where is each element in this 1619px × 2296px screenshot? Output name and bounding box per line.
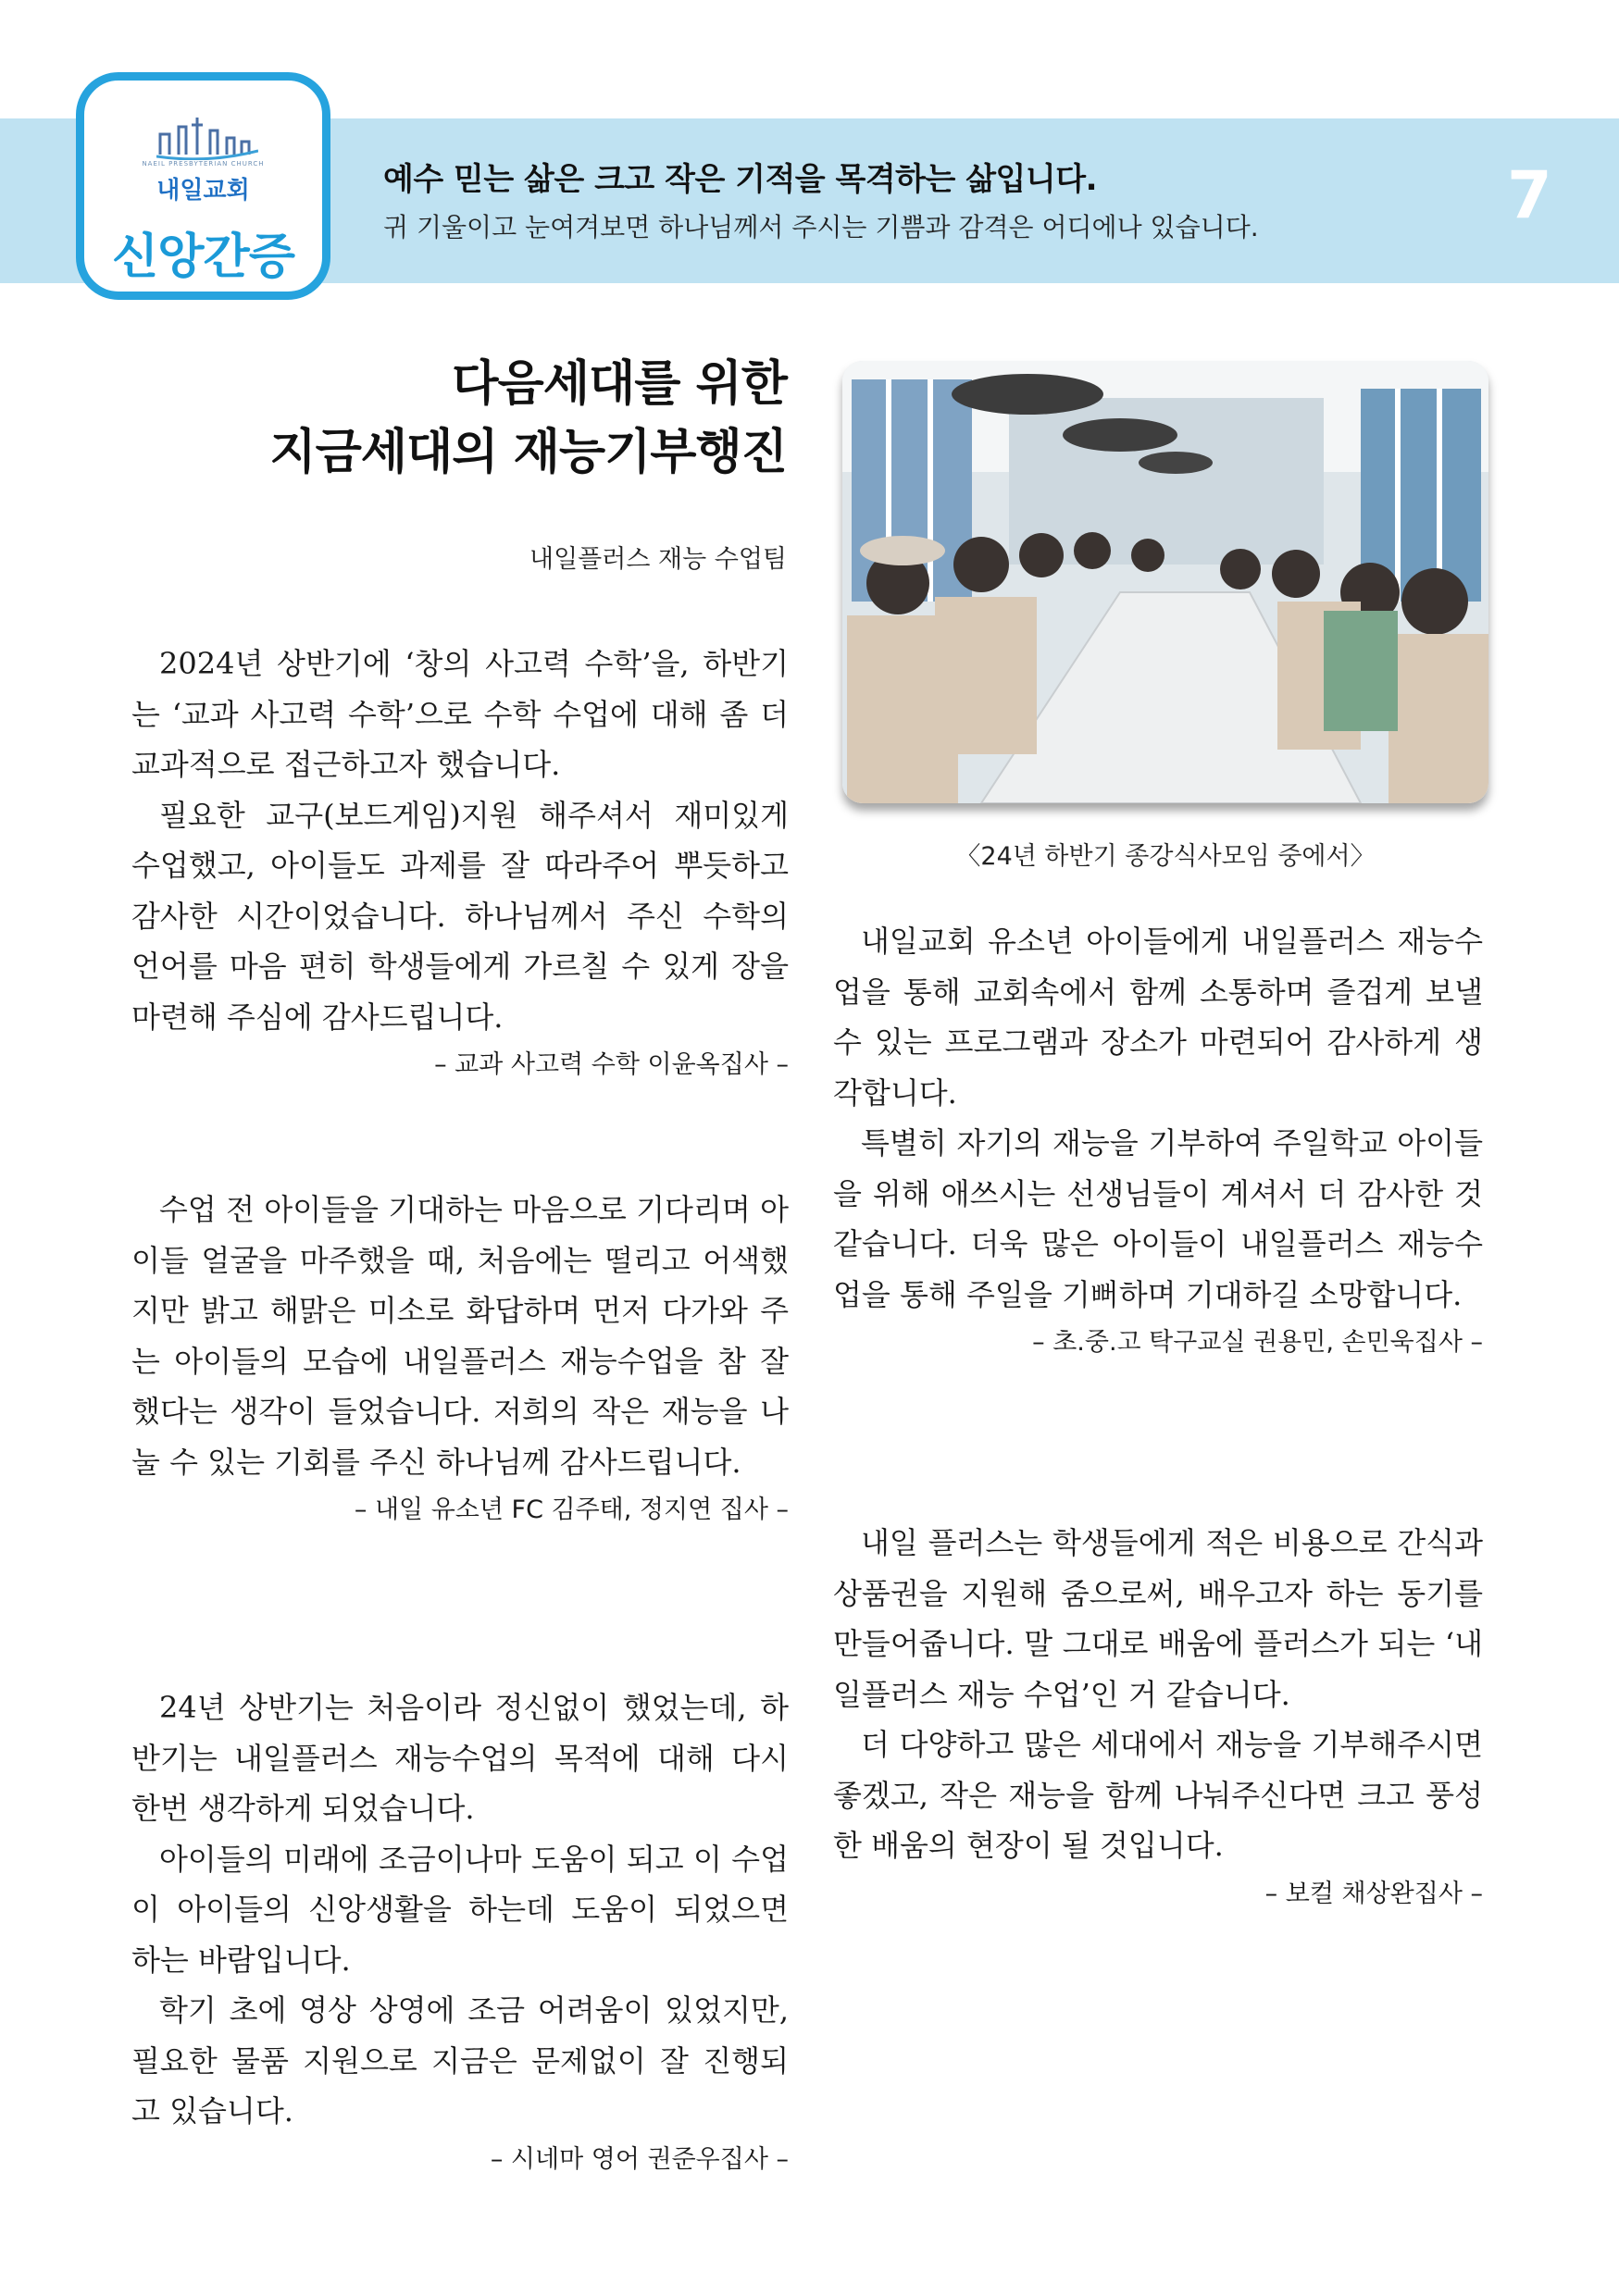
testimony-football <box>131 1185 789 1533</box>
testimony-math <box>131 639 789 1088</box>
paragraph: 학기 초에 영상 상영에 조금 어려움이 있었지만, 필요한 물품 지원으로 지금은 문제없이 잘 진행되고 있습니다. <box>131 1992 789 2128</box>
header-subtitle: 귀 기울이고 눈여겨보면 하나님께서 주시는 기쁨과 감격은 어디에나 있습니다. <box>383 212 1259 242</box>
paragraph: 2024년 상반기에 ‘창의 사고력 수학’을, 하반기는 ‘교과 사고력 수학’으로 수학 수업에 대해 좀 더 교과적으로 접근하고자 했습니다. <box>131 646 789 782</box>
paragraph: 24년 상반기는 처음이라 정신없이 했었는데, 하반기는 내일플러스 재능수업의 목적에 대해 다시 한번 생각하게 되었습니다. <box>131 1690 789 1826</box>
paragraph: 특별히 자기의 재능을 기부하여 주일학교 아이들을 위해 애쓰시는 선생님들이 계셔서 더 감사한 것 같습니다. 더욱 많은 아이들이 내일플러스 재능수업을 통해 주일을 기뻐하며 기대하길 소망합니다. <box>833 1125 1483 1312</box>
group-photo <box>842 361 1488 803</box>
testimony-table-tennis <box>833 916 1483 1366</box>
group-photo-image <box>842 361 1488 803</box>
paragraph: 수업 전 아이들을 기대하는 마음으로 기다리며 아이들 얼굴을 마주했을 때, 처음에는 떨리고 어색했지만 밝고 해맑은 미소로 화답하며 먼저 다가와 주는 아이들의 모습에 내일플러스 재능수업을 참 잘했다는 생각이 들었습니다. 저희의 작은 재능을 나눌 수 있는 기회를 주신 하나님께 감사드립니다. <box>131 1192 789 1480</box>
logo-subtext: NAEIL PRESBYTERIAN CHURCH <box>142 160 265 168</box>
paragraph: 내일교회 유소년 아이들에게 내일플러스 재능수업을 통해 교회속에서 함께 소통하며 즐겁게 보낼 수 있는 프로그램과 장소가 마련되어 감사하게 생각합니다. <box>833 924 1483 1111</box>
paragraph: 필요한 교구(보드게임)지원 해주셔서 재미있게 수업했고, 아이들도 과제를 잘 따라주어 뿌듯하고 감사한 시간이었습니다. 하나님께서 주신 수학의 언어를 마음 편히 학생들에게 가르칠 수 있게 장을 마련해 주심에 감사드립니다. <box>131 797 789 1035</box>
article-title-line-2: 지금세대의 재능기부행진 <box>269 425 787 480</box>
article-title-line-1: 다음세대를 위한 <box>452 356 787 412</box>
page-number: 7 <box>1507 157 1552 233</box>
header-title: 예수 믿는 삶은 크고 작은 기적을 목격하는 삶입니다. <box>383 161 1097 198</box>
signature: – 보컬 채상완집사 – <box>1264 1879 1483 1908</box>
signature: – 초.중.고 탁구교실 권용민, 손민욱집사 – <box>1032 1328 1483 1357</box>
testimony-cinema-english <box>131 1682 789 2183</box>
article-title <box>139 350 787 487</box>
paragraph: 내일 플러스는 학생들에게 적은 비용으로 간식과 상품권을 지원해 줌으로써, 배우고자 하는 동기를 만들어줍니다. 말 그대로 배움에 플러스가 되는 ‘내일플러스 재능 수업’인 거 같습니다. <box>833 1525 1483 1712</box>
logo-text: 내일교회 <box>156 177 250 205</box>
paragraph: 더 다양하고 많은 세대에서 재능을 기부해주시면 좋겠고, 작은 재능을 함께 나눠주신다면 크고 풍성한 배움의 현장이 될 것입니다. <box>833 1727 1483 1863</box>
badge-title: 신앙간증 <box>112 230 294 285</box>
church-logo-icon <box>156 114 258 160</box>
signature: – 교과 사고력 수학 이윤옥집사 – <box>434 1050 789 1079</box>
testimony-vocal <box>833 1518 1483 1917</box>
paragraph: 아이들의 미래에 조금이나마 도움이 되고 이 수업이 아이들의 신앙생활을 하는데 도움이 되었으면 하는 바람입니다. <box>131 1841 789 1978</box>
article-author-team: 내일플러스 재능 수업팀 <box>529 545 787 574</box>
section-badge <box>76 72 330 300</box>
signature: – 내일 유소년 FC 김주태, 정지연 집사 – <box>354 1496 789 1524</box>
signature: – 시네마 영어 권준우집사 – <box>490 2144 789 2174</box>
photo-caption: 〈24년 하반기 종강식사모임 중에서〉 <box>955 842 1376 871</box>
